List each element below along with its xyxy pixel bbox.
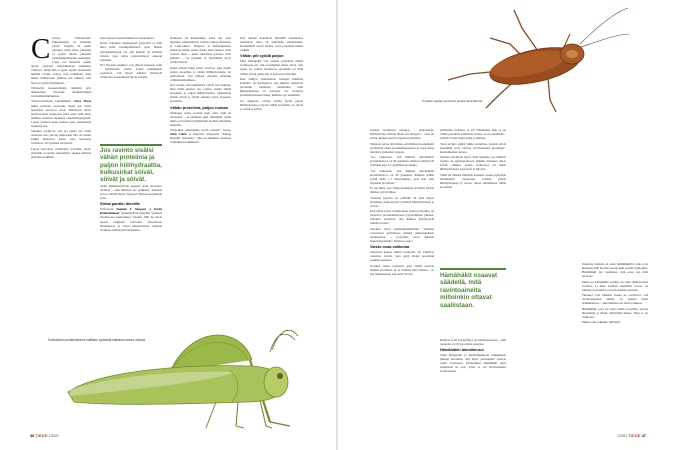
left-column-2 bbox=[100, 36, 162, 146]
locust-icon bbox=[68, 330, 298, 428]
subheading: Hämähäkki taimäimuroi bbox=[440, 347, 484, 353]
paragraph: "Kokeen lopussa eri ryhmillä oli yhtä paljon proteiinia, mutta hyvin eri määrä hiilihydraatteja ja rasvaa." bbox=[370, 195, 434, 208]
paragraph: Tulokset olivat ennennäkemättömiä: "Olimme vastaavasti selvittäneet eräiden yksityiskohtien merkityksen – proteiinin tarve määräsi kokonaissyönnin", Simpson sanoo. bbox=[370, 226, 434, 243]
subheading: Vähän proteiinia, paljon ruokaa bbox=[170, 104, 228, 110]
brand-logo: TIEDE bbox=[35, 434, 48, 438]
subheading: Sirkat pantiin dieetille bbox=[100, 201, 141, 207]
paragraph: Erikoisia tuloksia on saatu hämähäkeillä, jotka ovat kuuluisia niin kovana petona kuin saaliin valikoijina. Hämähäkki syö saaliistaan vain osan, sen mitä tarvitsee. bbox=[582, 262, 648, 279]
paragraph: Entäpä oma lajimme, ihminen? bbox=[582, 320, 621, 325]
locust-photo bbox=[40, 330, 330, 435]
paragraph: "Kun ravinto sisälsi vähän proteiinia, torakat söivät enemmän, jotta saisivat tarvitsemansa proteiinin", Raubenheimer kertoo. bbox=[440, 141, 506, 154]
paragraph: Tämä on tärkeää ihmisten kannalta, koska nykyinen länsimainen ruokavalio sisältää paljon hiilihydraatteja ja rasvaa, mutta suhteellisen vähän proteiinia. bbox=[440, 172, 506, 189]
issue-number: 1/2021 bbox=[617, 434, 628, 438]
paragraph: Professorit Stephen J. Simpson ja David Raubenheimer työskentelivät nykyään Sydneyn yliopistossa Australiassa. Vuonna 1991 he olivat nuoria tutkijoita Oxfordin yliopistossa Britanniassa ja olivat kiinnostuneita eläinten ravinnon sääntelystä tarkemmin. bbox=[100, 207, 162, 232]
paragraph: Mutta jos hämähäkin saaliina on ollut vähärasvaista ravintoa, se imee saaliista enemmän rasvaa. Se säätelee proteiinin ja rasvan suhdetta tarkasti. bbox=[582, 279, 648, 292]
paragraph: "Jos laskettaan, että ihmisen päivittäinen proteiinintarve on 90 grammaa, ihmiset päätyisivät syömään jopa 2,7 grammaa proteiinia. bbox=[370, 155, 434, 168]
right-column-1 bbox=[370, 128, 434, 424]
pull-quote-rule bbox=[440, 268, 506, 270]
pull-quote: Hämähäkit osaavat säädellä, mitä ravintoaineita milloinkin ottavat saaliistaan. bbox=[440, 272, 498, 309]
paragraph: Jos sirkkojen ravinto sisälsi hyvin paljon hiilihydraattia ja hyvin vähän proteiinia, ne söivät ja söivät ja söivät. bbox=[240, 98, 303, 111]
paragraph: Nyt Davisin ajatukset ovat jälleen nousseet esiin – hyönteisten avulla. Uudet tutkimukset osoittavat, että monet eläimet säätelevät ravintonsa koostumusta hyvin tarkasti. bbox=[100, 63, 162, 80]
subheading: Vaisto osaa valikoida bbox=[370, 243, 410, 249]
page-number: 46 bbox=[30, 434, 35, 438]
paragraph: Tulokset osoittivat, että jos lapsia saa valita ruokansa itse, pärvisi päätosoksi hän on saanut kaikki makronsa tasan, joita kasvuaan ravitsevat, eli syöjänsä tarvitsivat. bbox=[31, 129, 91, 146]
right-column-2b bbox=[440, 338, 506, 424]
paragraph: "Proteiinia säätelemme hyvin tarkasti", kertoo John Calen ja kirjoittaa kirjassaan "Taking Heredity Seriously", joka on tutkimus ravinnon vaikutuksesta ihmiseen. bbox=[170, 128, 231, 145]
paragraph: saaneet ravinnosta energiaa – päinvastoin, hiilihydraatti säästää mutta saa energiaa – vaan ne söivät, kunnes saivat tarpeeksi proteiinia. bbox=[370, 128, 434, 141]
left-footer bbox=[30, 434, 59, 438]
subheading: Vähän piti syödä paljon bbox=[240, 53, 284, 59]
paragraph: Kun sirkat saivat ravinnostaan paljon proteiinia, ne lopettivat proteiinintarpeen tyydyttämisen jälkeen. Tulokset osoittivat, että ihmiset käyttäytyvät samalla tavalla. bbox=[370, 209, 434, 226]
paragraph: Koe osoitti, että kulkusirkat söivät sen mukaan, mitä niiltä puuttui. Jos ravinto sisälsi vähän proteiinia ja paljon hiilihydraattia, kulkusirkat söivät, söivät ja söivät, kunnes saivat tarpeeksi proteiinia. bbox=[170, 83, 231, 104]
cockroach-photo bbox=[430, 4, 630, 114]
page-number: 47 bbox=[641, 434, 646, 438]
paragraph: Sirkkojen ruoka koostui juuri siitä, mitä ne tarvitsivat – ei enempää eikä vähempää. Sama ilmiö on havaittu myöhemmin monilla muillakin eläimillä. bbox=[170, 110, 231, 127]
left-column-1 bbox=[31, 33, 91, 160]
paragraph: juuri omaan tarpeen mukaiset ravintoaineet. bbox=[100, 36, 155, 40]
paragraph: kuluttaa se eli syödyttäkyy proteiinintarpeensa – eikä torakalla ole 30 prosenttia energiaa. bbox=[440, 338, 506, 347]
right-footer bbox=[617, 434, 646, 438]
paragraph: Seuraavat kokeet tehtiin torakoilla. Ne valitsivat ruokansa tavalla, joka pitää niiden proteiinin saannin tasaisena. bbox=[370, 250, 434, 263]
paragraph: sisältävän ravinnon, se söi vähemmän. Kun se sai vähän proteiinia sisältävää ruokaa, se söi enemmän – samalla tavalla kuin sirkat ja ihmiset. bbox=[440, 128, 506, 141]
cockroach-icon bbox=[448, 8, 629, 112]
drop-cap: C bbox=[31, 33, 51, 65]
paragraph: Kuusi päivää sirkat saivat ravintoa, joka sisälsi paljon proteiinia ja vähän hiilihydraatteja, tai päinvastoin. Sen jälkeen sirkoille annettiin valintamahdollisuus. bbox=[170, 65, 231, 82]
paragraph: Kun tutkijat kokeilivat ihmisillä samanlaista asetelmaa, tulos oli yllättävän samanlainen. Koehenkilöt saivat ruokaa, jossa proteiinin määrä vaihteli. bbox=[240, 36, 303, 53]
issue-number: 1/2021 bbox=[48, 434, 59, 438]
paragraph: Mitä lähempänä tätä osuutta proteiinin määrä ravinnossa oli, sitä tervempänä sirkat olivat. Sen sijaan ne, joiden ravinnossa proteiinia oli liian vähän, söivät jatkuvasti ja kasvoivat lihaviksi. bbox=[240, 59, 303, 76]
paragraph: Hämähäkki, joka saa liian vähän proteiinia, kasvaa hitaammin ja munii vähemmän munia. Siksi se on valikoiva. bbox=[582, 306, 648, 319]
paragraph: Vielä Simpsonin ja Raubenheimerin tutkimusten jälkeen havaittiin, että myös petoeläimet osaavat valita ravintonsa. Esimerkiksi hämähäkki imee saaliistaan ne osat, joista se saa tarvitsemansa ravintoaineet. bbox=[440, 353, 506, 374]
right-column-2 bbox=[440, 128, 506, 266]
paragraph: hicago 1920-luvulla. Pikkulapselle on kaatunut pöytä. Tarjolle on pantu perunaa, riisiä, lihaa, pinaattia ja paljon muuta yhteensä kolmisenkymmentä ruokalajia. Lapsi saa maistella ruokia täysin vapaasti. Sairaanhoitaja tarkkailee valitseva, mutta hän ei puutu lapsen syömiseen millään tavalla. Kirjaa vain tarkalleen, mitä hänen kulhoistaan puuttuu sen jälkeen, kun lapsi on syönyt kylläkseen. bbox=[31, 36, 91, 85]
paragraph: Tällaisella koeasetelmalla tutkittiin eräs lääketieteen historian merkittävimpiä ravitsemustutkimuksia. bbox=[31, 85, 91, 99]
paragraph: Tutkijat selvittivät myös, mitä tapahtuu, jos eläimen ravinto on epätasapainossa pitkään. Tulokset olivat selviä: eläimet, joiden ravinnossa oli liikaa hiilihydraatteja, kasvoivat ja lihoivat. bbox=[440, 155, 506, 172]
right-column-3 bbox=[582, 262, 648, 424]
paragraph: Tulokset ovat tärkeitä, koska ne osoittavat, että ravintoaineiden säätely on yleinen ilmiö eläinkunnassa – eikä ihminen ole tässä poikkeus. bbox=[582, 293, 648, 306]
cockroach-caption: Torakka vaeltaa proteiinia ketonä alinnäitömä. bbox=[422, 99, 483, 103]
left-column-3 bbox=[170, 36, 231, 322]
paragraph: Yhdysvaltalainen lastenlääkäri Clara Davis päätti selvittää, osaavatko lapset itse valita tarpeitaan vastaavat ruoat. Tutkittavat olivat puolivuotiaita taaperoita, jotka eivät vielä olleet ehtineet omaksua aikuisten ruokamieltymyksiä. Lapset pääsivät koko kokeen ajan valitsemaan ruokansa itse. bbox=[31, 99, 91, 128]
pull-quote-rule bbox=[100, 144, 162, 146]
paragraph: tiedät hämmästyttävän tarkasti, mitä tarvitseva ravinnot – eikä ihminen ole poikkeus. Tulokset voivat selittää myös nykyisen lihavuusepidemian syitä. bbox=[100, 184, 162, 201]
paragraph: Simpson vertaa tätä siihen, että ihmiset koehenkilöt tyydyttivät ensin proteiinintarpeensa ja vasta sitten muiden ravinteiden tarpeen. bbox=[370, 141, 434, 154]
locust-caption: Kulkusirkan proteiinintarve hallitsee syömistä kaikissa ravinto-oloissa. bbox=[48, 338, 146, 342]
paragraph: Davis vakuuttui tuloksestaan pysyvästi ja tutki niitä lisää vuosikymmenten ajan. Hänen johtopäätöksensä oli, että keholla on sisäinen viisaus, joka ohjaa ruokavalintoja oikeaan suuntaan. bbox=[100, 41, 162, 62]
brand-logo: TIEDE bbox=[628, 434, 641, 438]
paragraph: Ei siis ihme, että vähäproteiinisen ravinnon aikana ihmiset syövät liikaa. bbox=[370, 186, 434, 195]
paragraph: Kohteena oli kulkusirkka, sama laji, joka aiheuttaa säännöllisesti valtavia tuhoja Afrikassa ja Lähi-idässä. Simpson ja Raubenheimer halusivat tietää, syökö sirkka mitä tahansa, mitä vastaan tulee – kuten tuhoisista parvista voisi päätellä – vai pyrkiikö se täyttämään tietyt ravintotarpeet. bbox=[170, 36, 231, 65]
paragraph: Torakka valitsi ravinnon, joka sisälsi sopivan määrän proteiinia. Se ei valinnut mitä tahansa – se etsi nimenomaan sitä, mitä tarvitsi. bbox=[370, 263, 434, 276]
left-column-2b bbox=[100, 184, 162, 324]
left-column-4 bbox=[240, 36, 303, 322]
paragraph: Kun tutkijat tarkastelivat tuloksia ihmisten kohdalla, he huomasivat, että ihmiset säätelevät proteiinin saantiaan tarkemmin kuin hiilihydraattien tai rasvojen. Jos ravinnon proteiinipitoisuus laskee, ihminen syö enemmän. bbox=[240, 76, 303, 98]
page-gutter bbox=[336, 0, 338, 450]
pull-quote: Jos ravinto sisälsi vähän proteiinia ja paljon hiilihydraattia, kulkusirkat söivät, söivät ja söivät. bbox=[100, 147, 162, 184]
paragraph: Lapset kasvoivat ravinnoista terveiksi, mutta yksikään ei syönyt samanlaista ruokaa kahtena päivänä peräkkäin. bbox=[31, 146, 91, 159]
paragraph: "Jos laskettaan, että ihmisen päivittäinen proteiinintarve on 90 grammaa, ihmisen pitäisi syödä riisiä 1,1 kilogrammaa, jotta hän saisi tarpeeksi proteiinia." bbox=[370, 168, 434, 185]
